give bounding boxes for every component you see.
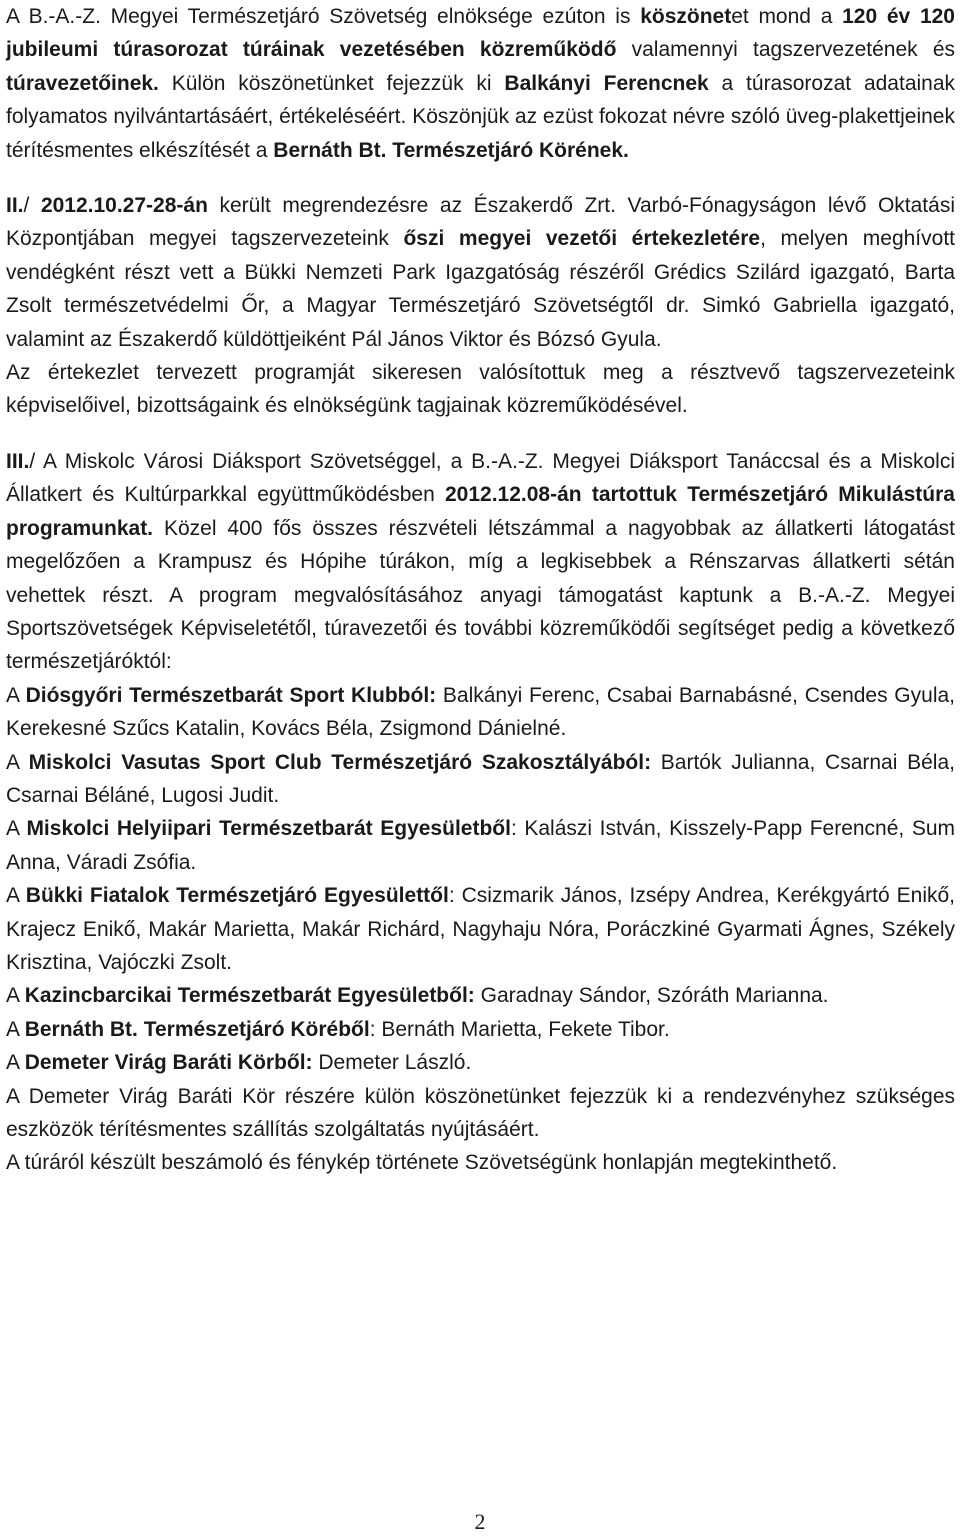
text-run: A xyxy=(6,984,25,1008)
spacer xyxy=(6,167,955,189)
text-run: / xyxy=(23,194,41,218)
club-name: Kazincbarcikai Természetbarát Egyesületből: xyxy=(24,984,475,1008)
club-name: Diósgyőri Természetbarát Sport Klubból: xyxy=(25,683,437,707)
club-paragraph xyxy=(6,879,955,979)
text-run: A xyxy=(6,750,29,774)
member-names: : Kalászi István, Kisszely-Papp Ferencné, Sum Anna, Váradi Zsófia. xyxy=(6,817,956,874)
text-run: Közel 400 fős összes részvételi létszámmal a nagyobbak az állatkerti látogatást megelőzően a Krampusz és Hópihe túrákon, míg a legkisebbek a Rénszarvas állatkerti sétán vehettek részt. A program megvalósításához anyagi támogatást kaptunk a B.-A.-Z. Megyei Sportszövetségek Képviseletétől, túravezetői és további közreműködői segítséget pedig a következő természetjáróktól: xyxy=(6,516,955,674)
text-run: A xyxy=(6,817,27,841)
club-paragraph xyxy=(6,979,955,1012)
club-list xyxy=(6,679,955,1080)
club-paragraph xyxy=(6,746,955,813)
paragraph-thanks xyxy=(6,0,955,167)
bold-run: túravezetőinek. xyxy=(6,71,159,95)
text-run: A túráról készült beszámoló és fénykép története Szövetségünk honlapján megtekinthető. xyxy=(6,1151,838,1175)
paragraph-special-thanks xyxy=(6,1080,955,1147)
text-run: Külön köszönetünket fejezzük ki xyxy=(158,71,505,95)
club-paragraph xyxy=(6,1013,955,1046)
bold-run: 2012.10.27-28-án xyxy=(40,194,208,218)
text-run: A xyxy=(6,1017,25,1041)
text-run: A B.-A.-Z. Megyei Természetjáró Szövetség elnöksége ezúton is xyxy=(6,5,641,28)
paragraph-website-note xyxy=(6,1146,955,1179)
text-run: A xyxy=(6,683,26,707)
club-name: Miskolci Helyiipari Természetbarát Egyesületből xyxy=(26,817,511,841)
paragraph-section-ii xyxy=(6,189,955,356)
document-page xyxy=(6,0,955,1180)
bold-run: köszönet xyxy=(640,5,732,28)
member-names: : Bernáth Marietta, Fekete Tibor. xyxy=(369,1017,670,1041)
text-run: , melyen meghívott vendégként részt vett a Bükki Nemzeti Park Igazgatóság részéről Grédics Szilárd igazgató, Barta Zsolt természetvédelmi Őr, a Magyar Természetjáró Szövetségtől dr. Simkó Gabriella igazgató, valamint az Északerdő küldöttjeiként Pál János Viktor és Bózsó Gyula. xyxy=(6,227,955,351)
text-run: A Demeter Virág Baráti Kör részére külön köszönetünket fejezzük ki a rendezvényhez szükséges eszközök térítésmentes szállítás szolgáltatás nyújtásáért. xyxy=(6,1084,955,1141)
club-paragraph xyxy=(6,812,955,879)
text-run: / A Miskolc Városi Diáksport Szövetséggel, a B.-A.-Z. Megyei Diáksport Tanáccsal és a Miskolci Állatkert és Kultúrparkkal együttműködésben xyxy=(6,449,955,507)
section-number: III. xyxy=(6,449,30,473)
bold-run: Bernáth Bt. Természetjáró Körének. xyxy=(273,138,629,162)
text-run: et mond a xyxy=(731,5,843,28)
club-paragraph xyxy=(6,1046,955,1079)
bold-run: 120 év 120 jubileumi túrasorozat túráinak vezetésében közreműködő xyxy=(6,5,955,62)
club-name: Bükki Fiatalok Természetjáró Egyesülettől xyxy=(25,884,449,908)
section-number: II. xyxy=(6,194,24,218)
club-paragraph xyxy=(6,679,955,746)
paragraph-section-iii xyxy=(6,445,955,679)
club-name: Bernáth Bt. Természetjáró Köréből xyxy=(24,1017,370,1041)
text-run: Az értekezlet tervezett programját sikeresen valósítottuk meg a résztvevő tagszervezeteink képviselőivel, bizottságaink és elnökségünk tagjainak közreműködésével. xyxy=(6,361,955,418)
club-name: Demeter Virág Baráti Körből: xyxy=(24,1051,313,1075)
member-names: Balkányi Ferenc, Csabai Barnabásné, Csendes Gyula, Kerekesné Szűcs Katalin, Kovács Béla, Zsigmond Dánielné. xyxy=(6,683,956,741)
text-run: A xyxy=(6,884,26,908)
club-name: Miskolci Vasutas Sport Club Természetjáró Szakosztályából: xyxy=(28,750,652,774)
spacer xyxy=(6,423,955,445)
bold-run: őszi megyei vezetői értekezletére xyxy=(403,227,761,251)
paragraph-meeting-summary xyxy=(6,356,955,423)
bold-run: 2012.12.08-án tartottuk Természetjáró Mikulástúra programunkat. xyxy=(6,483,955,540)
member-names: Garadnay Sándor, Szóráth Marianna. xyxy=(474,984,829,1008)
text-run: valamennyi tagszervezetének és xyxy=(616,38,955,62)
bold-run: Balkányi Ferencnek xyxy=(504,71,709,95)
member-names: : Csizmarik János, Izsépy Andrea, Kerékgyártó Enikő, Krajecz Enikő, Makár Marietta, Makár Richárd, Nagyhaju Nóra, Poráczkiné Gyarmati Ágnes, Székely Krisztina, Vajóczki Zsolt. xyxy=(6,884,955,974)
text-run: került megrendezésre az Északerdő Zrt. Varbó-Fónagyságon lévő Oktatási Központjában megyei tagszervezeteink xyxy=(6,194,955,251)
member-names: Demeter László. xyxy=(312,1051,472,1075)
text-run: a túrasorozat adatainak folyamatos nyilvántartásáért, értékeléséért. Köszönjük az ezüst fokozat névre szóló üveg-plakettjeinek térítésmentes elkészítését a xyxy=(6,71,956,162)
text-run: A xyxy=(6,1051,25,1075)
member-names: Bartók Julianna, Csarnai Béla, Csarnai Béláné, Lugosi Judit. xyxy=(6,750,955,807)
page-number: 2 xyxy=(474,1509,486,1534)
